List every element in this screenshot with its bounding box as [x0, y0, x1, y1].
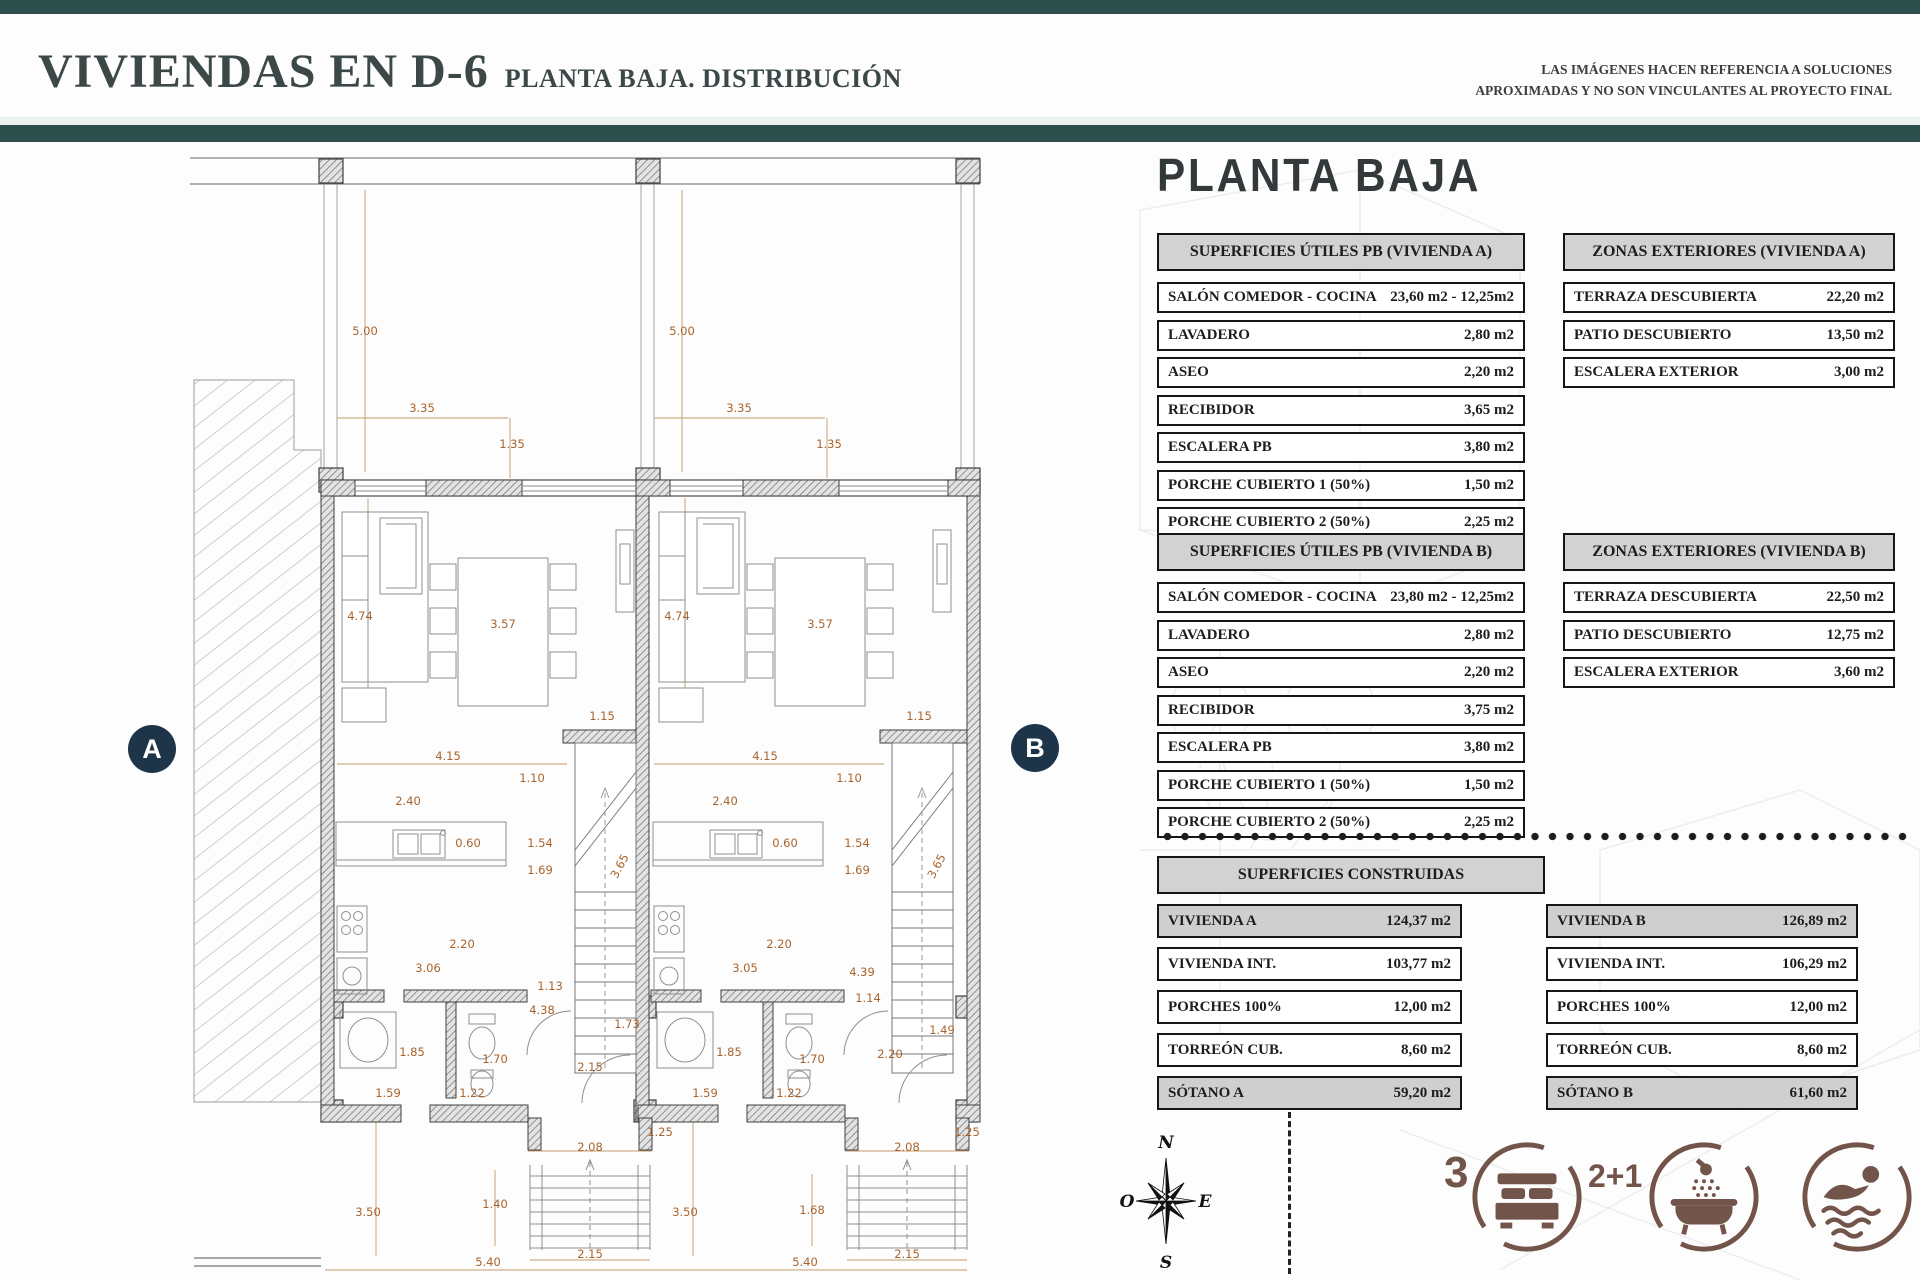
row-value: 12,00 m2	[1393, 998, 1451, 1015]
dimension-label: 1.25	[954, 1125, 980, 1139]
dimension-label: 3.50	[355, 1205, 381, 1219]
row-label: SALÓN COMEDOR - COCINA	[1168, 289, 1377, 305]
row-value: 3,75 m2	[1464, 701, 1514, 718]
row-value: 61,60 m2	[1789, 1084, 1847, 1101]
bed-icon	[1468, 1138, 1586, 1256]
table-exteriores-b	[1563, 533, 1895, 695]
row-value: 3,65 m2	[1464, 401, 1514, 418]
dimension-label: 1.35	[499, 437, 525, 451]
dimension-label: 5.40	[475, 1255, 501, 1269]
table-exteriores-b-rows	[1563, 582, 1895, 688]
table-row	[1563, 582, 1895, 613]
table-row	[1546, 904, 1858, 938]
disclaimer-line2: APROXIMADAS Y NO SON VINCULANTES AL PROYECTO FINAL	[1475, 82, 1892, 98]
dimension-label: 2.15	[577, 1060, 603, 1074]
row-value: 2,25 m2	[1464, 814, 1514, 830]
disclaimer-line1: LAS IMÁGENES HACEN REFERENCIA A SOLUCIONES	[1541, 62, 1892, 77]
unit-a-badge	[128, 725, 176, 773]
row-label: PORCHES 100%	[1168, 998, 1282, 1015]
dimension-label: 3.06	[415, 961, 441, 975]
table-exteriores-a-rows	[1563, 282, 1895, 388]
compass-star	[1136, 1158, 1196, 1244]
dimension-label: 3.35	[409, 401, 435, 415]
row-label: TERRAZA DESCUBIERTA	[1574, 589, 1757, 605]
page-subtitle: PLANTA BAJA. DISTRIBUCIÓN	[504, 64, 902, 93]
dimension-label: 1.70	[799, 1052, 825, 1066]
row-label: ESCALERA EXTERIOR	[1574, 364, 1739, 380]
dimension-label: 3.50	[672, 1205, 698, 1219]
table-utiles-b-header: SUPERFICIES ÚTILES PB (VIVIENDA B)	[1157, 533, 1525, 571]
table-row	[1563, 282, 1895, 313]
dimension-label: 2.40	[395, 794, 421, 808]
dimension-label: 1.49	[929, 1023, 955, 1037]
dotted-separator	[1157, 832, 1913, 841]
table-construidas-header-block	[1157, 856, 1545, 905]
dimension-label: 3.35	[726, 401, 752, 415]
table-row	[1157, 470, 1525, 501]
dimension-label: 1.70	[482, 1052, 508, 1066]
row-label: PATIO DESCUBIERTO	[1574, 326, 1732, 343]
dimension-label: 2.20	[877, 1047, 903, 1061]
row-label: SÓTANO A	[1168, 1084, 1244, 1101]
dimension-labels	[347, 324, 980, 1269]
row-value: 12,75 m2	[1826, 626, 1884, 643]
table-row	[1563, 320, 1895, 351]
dimension-label: 3.65	[607, 851, 632, 881]
row-value: 3,60 m2	[1834, 664, 1884, 680]
row-value: 1,50 m2	[1464, 776, 1514, 793]
dimension-label: 1.85	[399, 1045, 425, 1059]
row-label: ESCALERA PB	[1168, 739, 1272, 755]
dimension-label: 4.74	[664, 609, 690, 623]
row-value: 106,29 m2	[1782, 955, 1847, 972]
row-label: PORCHE CUBIERTO 1 (50%)	[1168, 476, 1371, 493]
bedroom-count: 3	[1444, 1148, 1469, 1197]
dimension-label: 1.15	[589, 709, 615, 723]
floor-plan	[190, 150, 1040, 1275]
row-value: 3,80 m2	[1464, 439, 1514, 455]
terrace-lines	[190, 158, 980, 480]
row-label: ASEO	[1168, 664, 1209, 680]
compass-e: E	[1198, 1192, 1212, 1212]
page-title: VIVIENDAS EN D-6	[38, 45, 489, 98]
dimension-label: 2.15	[894, 1247, 920, 1261]
dimension-label: 4.15	[752, 749, 778, 763]
unit-b-badge	[1011, 724, 1059, 772]
table-row	[1546, 947, 1858, 981]
table-construidas-a-rows	[1157, 904, 1462, 1110]
table-exteriores-a-header: ZONAS EXTERIORES (VIVIENDA A)	[1563, 233, 1895, 271]
row-value: 13,50 m2	[1826, 326, 1884, 343]
dimension-label: 1.85	[716, 1045, 742, 1059]
row-label: ASEO	[1168, 364, 1209, 380]
table-row	[1157, 657, 1525, 688]
row-value: 3,00 m2	[1834, 364, 1884, 380]
dimension-label: 5.00	[352, 324, 378, 338]
dimension-label: 1.54	[844, 836, 870, 850]
dimension-label: 3.57	[490, 617, 516, 631]
top-teal-bar	[0, 0, 1920, 14]
dimension-label: 1.73	[614, 1017, 640, 1031]
dimension-label: 3.65	[924, 851, 949, 881]
row-label: VIVIENDA A	[1168, 912, 1257, 929]
table-row	[1157, 904, 1462, 938]
dimension-label: 2.20	[449, 937, 475, 951]
compass-n: N	[1158, 1133, 1174, 1153]
table-row	[1546, 1076, 1858, 1110]
table-row	[1563, 620, 1895, 651]
dimension-label: 2.20	[766, 937, 792, 951]
unit-b-label: B	[1025, 732, 1045, 763]
table-row	[1157, 582, 1525, 613]
row-value: 2,20 m2	[1464, 664, 1514, 680]
table-row	[1157, 770, 1525, 801]
row-label: RECIBIDOR	[1168, 401, 1255, 418]
dimension-label: 2.15	[577, 1247, 603, 1261]
row-value: 126,89 m2	[1782, 912, 1847, 929]
dimension-label: 0.60	[772, 836, 798, 850]
dimension-label: 1.35	[816, 437, 842, 451]
row-value: 8,60 m2	[1401, 1041, 1451, 1058]
dimension-label: 2.08	[577, 1140, 603, 1154]
dimension-label: 5.40	[792, 1255, 818, 1269]
dimension-label: 1.10	[519, 771, 545, 785]
row-value: 12,00 m2	[1789, 998, 1847, 1015]
dimension-label: 1.13	[537, 979, 563, 993]
dimension-label: 0.60	[455, 836, 481, 850]
dimension-label: 1.59	[692, 1086, 718, 1100]
dimension-label: 3.05	[732, 961, 758, 975]
row-label: LAVADERO	[1168, 626, 1250, 643]
row-value: 22,20 m2	[1826, 289, 1884, 305]
bath-icon	[1645, 1138, 1763, 1256]
row-label: PORCHES 100%	[1557, 998, 1671, 1015]
row-value: 2,20 m2	[1464, 364, 1514, 380]
table-row	[1563, 357, 1895, 388]
row-label: PORCHE CUBIERTO 2 (50%)	[1168, 814, 1371, 830]
row-label: SÓTANO B	[1557, 1084, 1633, 1101]
legend-divider	[1288, 1112, 1291, 1274]
table-construidas-b-rows	[1546, 904, 1858, 1110]
dimension-label: 1.54	[527, 836, 553, 850]
table-row	[1157, 282, 1525, 313]
dimension-label: 1.59	[375, 1086, 401, 1100]
dimension-label: 5.00	[669, 324, 695, 338]
row-value: 23,60 m2 - 12,25m2	[1390, 289, 1514, 305]
mint-strip	[0, 117, 1920, 125]
dimension-label: 1.69	[527, 863, 553, 877]
table-row	[1546, 1033, 1858, 1067]
row-value: 2,25 m2	[1464, 514, 1514, 530]
table-row	[1157, 357, 1525, 388]
table-row	[1546, 990, 1858, 1024]
dimension-label: 2.08	[894, 1140, 920, 1154]
table-row	[1157, 1033, 1462, 1067]
row-label: TORREÓN CUB.	[1168, 1041, 1283, 1058]
dimension-label: 4.74	[347, 609, 373, 623]
site-hatch	[194, 380, 321, 1266]
row-value: 103,77 m2	[1386, 955, 1451, 972]
table-row	[1157, 320, 1525, 351]
row-value: 8,60 m2	[1797, 1041, 1847, 1058]
dimension-label: 1.14	[855, 991, 881, 1005]
header	[38, 44, 902, 99]
table-row	[1157, 947, 1462, 981]
table-construidas-a	[1157, 904, 1462, 1119]
table-exteriores-b-header: ZONAS EXTERIORES (VIVIENDA B)	[1563, 533, 1895, 571]
table-row	[1157, 395, 1525, 426]
dimension-label: 1.15	[906, 709, 932, 723]
dimension-label: 1.22	[459, 1086, 485, 1100]
dimension-label: 3.57	[807, 617, 833, 631]
row-label: VIVIENDA INT.	[1168, 955, 1277, 972]
table-row	[1157, 990, 1462, 1024]
row-value: 1,50 m2	[1464, 476, 1514, 493]
bathroom-count: 2+1	[1588, 1158, 1643, 1194]
table-utiles-a	[1157, 233, 1525, 545]
row-label: ESCALERA PB	[1168, 439, 1272, 455]
table-row	[1157, 695, 1525, 726]
pool-icon	[1798, 1138, 1916, 1256]
table-utiles-b-rows	[1157, 582, 1525, 838]
row-label: VIVIENDA INT.	[1557, 955, 1666, 972]
row-label: LAVADERO	[1168, 326, 1250, 343]
row-value: 3,80 m2	[1464, 739, 1514, 755]
dimension-label: 1.40	[482, 1197, 508, 1211]
exterior-stairs	[530, 1160, 967, 1250]
table-utiles-a-header: SUPERFICIES ÚTILES PB (VIVIENDA A)	[1157, 233, 1525, 271]
row-label: RECIBIDOR	[1168, 701, 1255, 718]
row-label: ESCALERA EXTERIOR	[1574, 664, 1739, 680]
table-exteriores-a	[1563, 233, 1895, 395]
row-label: PATIO DESCUBIERTO	[1574, 626, 1732, 643]
table-utiles-a-rows	[1157, 282, 1525, 538]
row-value: 22,50 m2	[1826, 589, 1884, 605]
table-row	[1157, 732, 1525, 763]
row-value: 2,80 m2	[1464, 626, 1514, 643]
table-row	[1563, 657, 1895, 688]
dimension-label: 4.38	[529, 1003, 555, 1017]
row-label: PORCHE CUBIERTO 1 (50%)	[1168, 776, 1371, 793]
table-row	[1157, 432, 1525, 463]
disclaimer	[1412, 60, 1892, 102]
row-label: TORREÓN CUB.	[1557, 1041, 1672, 1058]
dimension-label: 1.25	[647, 1125, 673, 1139]
compass-rose	[1120, 1126, 1212, 1274]
row-label: TERRAZA DESCUBIERTA	[1574, 289, 1757, 305]
dimension-label: 1.10	[836, 771, 862, 785]
row-label: SALÓN COMEDOR - COCINA	[1168, 589, 1377, 605]
table-construidas-header: SUPERFICIES CONSTRUIDAS	[1157, 856, 1545, 894]
compass-w: O	[1120, 1192, 1135, 1212]
dimension-label: 2.40	[712, 794, 738, 808]
dimension-label: 4.15	[435, 749, 461, 763]
row-label: PORCHE CUBIERTO 2 (50%)	[1168, 514, 1371, 530]
section-title: PLANTA BAJA	[1157, 149, 1482, 201]
dimension-label: 1.68	[799, 1203, 825, 1217]
table-row	[1157, 620, 1525, 651]
row-value: 59,20 m2	[1393, 1084, 1451, 1101]
dimension-label: 4.39	[849, 965, 875, 979]
table-row	[1157, 1076, 1462, 1110]
row-value: 23,80 m2 - 12,25m2	[1390, 589, 1514, 605]
row-value: 124,37 m2	[1386, 912, 1451, 929]
dimension-label: 1.22	[776, 1086, 802, 1100]
table-utiles-b	[1157, 533, 1525, 845]
dimension-label: 1.69	[844, 863, 870, 877]
table-construidas-b	[1546, 904, 1858, 1119]
unit-a-label: A	[142, 733, 162, 764]
row-value: 2,80 m2	[1464, 326, 1514, 343]
compass-s: S	[1159, 1253, 1173, 1273]
header-teal-bar	[0, 125, 1920, 142]
row-label: VIVIENDA B	[1557, 912, 1646, 929]
